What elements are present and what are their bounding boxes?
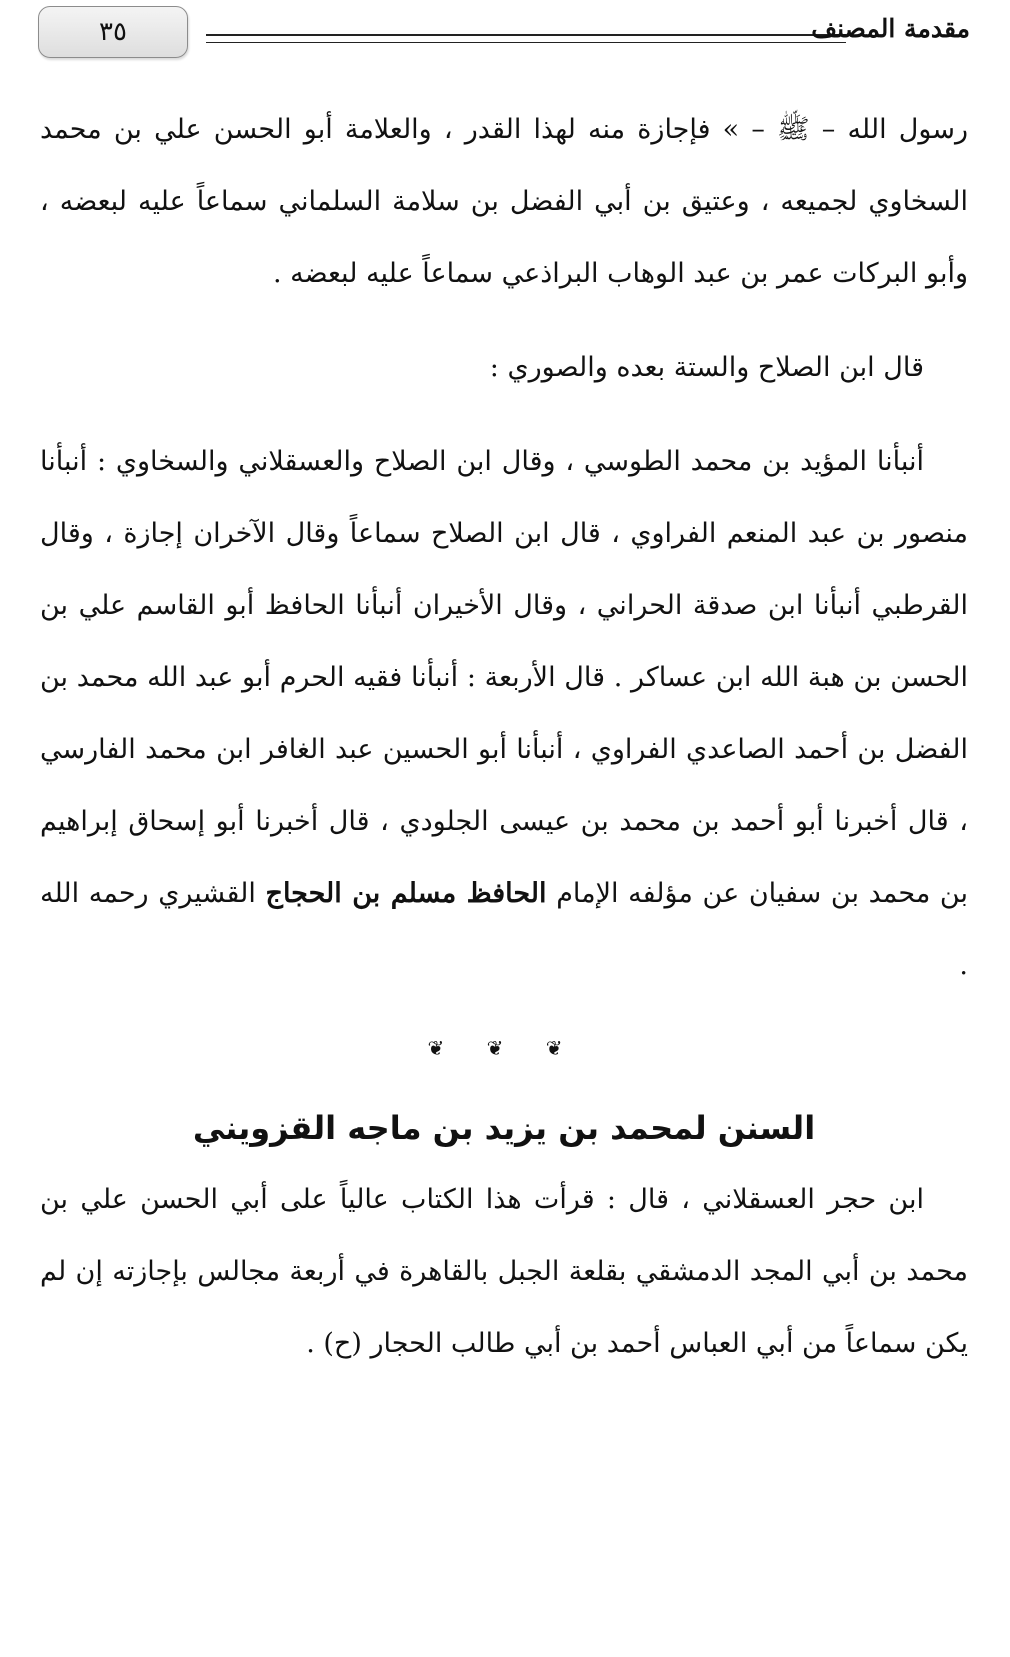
paragraph-3-bold: الحافظ مسلم بن الحجاج [265, 878, 547, 909]
paragraph-3 [40, 426, 968, 1002]
section-ornament: ❦ ❦ ❦ [427, 1036, 581, 1060]
paragraph-2: قال ابن الصلاح والستة بعده والصوري : [489, 352, 924, 383]
header-rule [206, 34, 846, 43]
paragraph-1: رسول الله – ﷺ – » فإجازة منه لهذا القدر ، والعلامة أبو الحسن علي بن محمد السخاوي لجميعه ، وعتيق بن أبي الفضل بن سلامة السلماني سماعاً عليه لبعضه ، وأبو البركات عمر بن عبد الوهاب البراذعي سماعاً عليه لبعضه . [40, 114, 968, 289]
paragraph-3-main: أنبأنا المؤيد بن محمد الطوسي ، وقال ابن الصلاح والعسقلاني والسخاوي : أنبأنا منصور بن عبد المنعم الفراوي ، قال ابن الصلاح سماعاً وقال الآخران إجازة ، وقال القرطبي أنبأنا ابن صدقة الحراني ، وقال الأخيران أنبأنا الحافظ أبو القاسم علي بن الحسن بن هبة الله ابن عساكر . قال الأربعة : أنبأنا فقيه الحرم أبو عبد الله محمد بن الفضل بن أحمد الصاعدي الفراوي ، أنبأنا أبو الحسين عبد الغافر ابن محمد الفارسي ، قال أخبرنا أبو أحمد بن محمد بن عيسى الجلودي ، قال أخبرنا أبو إسحاق إبراهيم بن محمد بن سفيان عن مؤلفه الإمام [40, 446, 968, 909]
paragraph-4: ابن حجر العسقلاني ، قال : قرأت هذا الكتاب عالياً على أبي الحسن علي بن محمد بن أبي المجد الدمشقي بقلعة الجبل بالقاهرة في أربعة مجالس بإجازته إن لم يكن سماعاً من أبي العباس أحمد بن أبي طالب الحجار (ح) . [40, 1184, 968, 1359]
page-header [36, 0, 970, 70]
page-number-badge [38, 6, 188, 58]
body-text [40, 94, 968, 1380]
running-title: مقدمة المصنف [811, 14, 970, 43]
page-number: ٣٥ [99, 17, 127, 47]
section-heading: السنن لمحمد بن يزيد بن ماجه القزويني [192, 1109, 816, 1147]
paragraph-3-end: القشيري رحمه الله . [40, 878, 968, 981]
